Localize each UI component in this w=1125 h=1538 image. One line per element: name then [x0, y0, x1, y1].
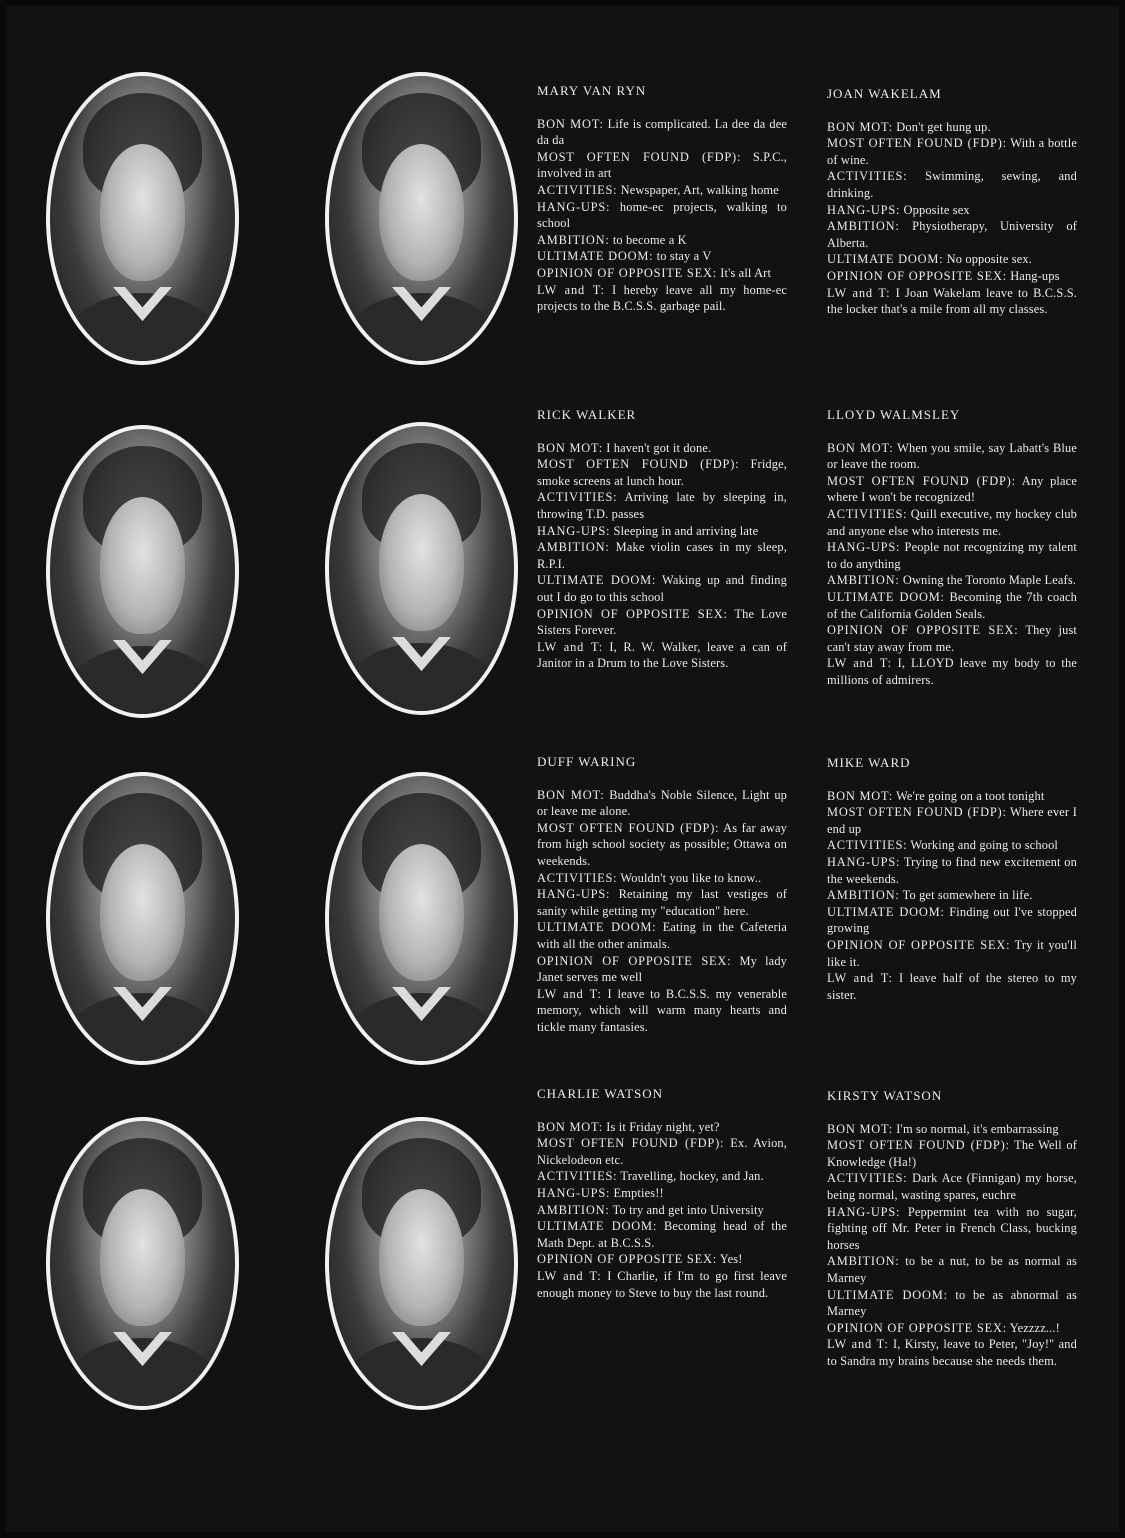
hang-ups: HANG-UPS: Opposite sex [827, 202, 970, 217]
hang-ups: HANG-UPS: Retaining my last vestiges of sanity while getting my "education" here. [537, 887, 788, 918]
bon-mot: BON MOT: I'm so normal, it's embarrassing [827, 1121, 1059, 1136]
opinion-of-opposite-sex: OPINION OF OPPOSITE SEX: Try it you'll like it. [827, 937, 1077, 969]
last-will-and-testament: LW and T: I Charlie, if I'm to go first leave enough money to Steve to buy the last round. [537, 1268, 787, 1300]
activities: ACTIVITIES: Swimming, sewing, and drinking. [827, 169, 1077, 200]
activities: ACTIVITIES: Arriving late by sleeping in, throwing T.D. passes [537, 490, 787, 521]
student-name: MARY VAN RYN [537, 83, 647, 98]
bio-block-mary-van-ryn [537, 83, 787, 315]
student-name: KIRSTY WATSON [827, 1088, 943, 1103]
student-name: DUFF WARING [537, 754, 637, 769]
most-often-found: MOST OFTEN FOUND (FDP): As far away from high school society as possible; Ottawa on weekends. [537, 820, 787, 868]
student-name: JOAN WAKELAM [827, 86, 942, 101]
hang-ups: HANG-UPS: People not recognizing my talent to do anything [827, 540, 1078, 571]
hang-ups: HANG-UPS: home-ec projects, walking to school [537, 199, 787, 231]
ultimate-doom: ULTIMATE DOOM: No opposite sex. [827, 252, 1032, 267]
activities: ACTIVITIES: Wouldn't you like to know.. [537, 870, 762, 885]
portrait-charlie-watson [46, 1117, 239, 1410]
activities: ACTIVITIES: Travelling, hockey, and Jan. [537, 1169, 764, 1184]
last-will-and-testament: LW and T: I leave to B.C.S.S. my venerable memory, which will warm many hearts and tickle many fantasies. [537, 986, 788, 1034]
student-name: LLOYD WALMSLEY [827, 407, 961, 422]
portrait-mary-van-ryn [46, 72, 239, 365]
bon-mot: BON MOT: Don't get hung up. [827, 119, 991, 134]
most-often-found: MOST OFTEN FOUND (FDP): S.P.C., involved in art [537, 149, 787, 181]
ambition: AMBITION: to become a K [537, 232, 687, 247]
bon-mot: BON MOT: I haven't got it done. [537, 440, 712, 455]
bio-block-duff-waring [537, 754, 787, 1036]
activities: ACTIVITIES: Working and going to school [827, 838, 1059, 853]
hang-ups: HANG-UPS: Peppermint tea with no sugar, fighting off Mr. Peter in French Class, bucking horses [827, 1204, 1078, 1252]
bon-mot: BON MOT: When you smile, say Labatt's Blue or leave the room. [827, 440, 1077, 472]
portrait-rick-walker [46, 425, 239, 718]
bon-mot: BON MOT: Is it Friday night, yet? [537, 1119, 720, 1134]
portrait-kirsty-watson [325, 1117, 518, 1410]
ultimate-doom: ULTIMATE DOOM: Finding out I've stopped growing [827, 904, 1078, 936]
last-will-and-testament: LW and T: I, R. W. Walker, leave a can of Janitor in a Drum to the Love Sisters. [537, 639, 788, 671]
most-often-found: MOST OFTEN FOUND (FDP): Any place where I won't be recognized! [827, 473, 1077, 505]
ultimate-doom: ULTIMATE DOOM: to be as abnormal as Marney [827, 1287, 1077, 1319]
last-will-and-testament: LW and T: I leave half of the stereo to my sister. [827, 971, 1077, 1002]
last-will-and-testament: LW and T: I Joan Wakelam leave to B.C.S.S. the locker that's a mile from all my classes. [827, 285, 1078, 317]
last-will-and-testament: LW and T: I, Kirsty, leave to Peter, "Joy!" and to Sandra my brains because she needs them. [827, 1337, 1078, 1368]
most-often-found: MOST OFTEN FOUND (FDP): The Well of Knowledge (Ha!) [827, 1138, 1077, 1169]
bio-block-rick-walker [537, 407, 787, 672]
opinion-of-opposite-sex: OPINION OF OPPOSITE SEX: They just can't stay away from me. [827, 623, 1078, 654]
opinion-of-opposite-sex: OPINION OF OPPOSITE SEX: It's all Art [537, 265, 772, 280]
hang-ups: HANG-UPS: Trying to find new excitement on the weekends. [827, 854, 1077, 886]
most-often-found: MOST OFTEN FOUND (FDP): With a bottle of wine. [827, 136, 1077, 167]
ambition: AMBITION: Owning the Toronto Maple Leafs. [827, 573, 1077, 588]
ultimate-doom: ULTIMATE DOOM: to stay a V [537, 249, 712, 264]
opinion-of-opposite-sex: OPINION OF OPPOSITE SEX: Yes! [537, 1252, 743, 1267]
bio-block-mike-ward [827, 755, 1077, 1003]
opinion-of-opposite-sex: OPINION OF OPPOSITE SEX: Yezzzz...! [827, 1320, 1060, 1335]
portrait-joan-wakelam [325, 72, 518, 365]
bon-mot: BON MOT: Life is complicated. La dee da dee da da [537, 116, 787, 148]
ambition: AMBITION: To try and get into University [537, 1202, 764, 1217]
portrait-lloyd-walmsley [325, 422, 518, 715]
most-often-found: MOST OFTEN FOUND (FDP): Fridge, smoke screens at lunch hour. [537, 457, 787, 488]
last-will-and-testament: LW and T: I, LLOYD leave my body to the millions of admirers. [827, 656, 1077, 687]
last-will-and-testament: LW and T: I hereby leave all my home-ec projects to the B.C.S.S. garbage pail. [537, 282, 788, 314]
activities: ACTIVITIES: Dark Ace (Finnigan) my horse, being normal, wasting spares, euchre [827, 1171, 1077, 1202]
ultimate-doom: ULTIMATE DOOM: Becoming the 7th coach of the California Golden Seals. [827, 589, 1077, 621]
most-often-found: MOST OFTEN FOUND (FDP): Ex. Avion, Nickelodeon etc. [537, 1136, 788, 1167]
opinion-of-opposite-sex: OPINION OF OPPOSITE SEX: The Love Sisters Forever. [537, 606, 787, 638]
student-name: RICK WALKER [537, 407, 637, 422]
student-name: CHARLIE WATSON [537, 1086, 664, 1101]
most-often-found: MOST OFTEN FOUND (FDP): Where ever I end up [827, 805, 1077, 836]
ambition: AMBITION: Make violin cases in my sleep, R.P.I. [537, 540, 787, 571]
bio-block-kirsty-watson [827, 1088, 1077, 1370]
ambition: AMBITION: Physiotherapy, University of Alberta. [827, 219, 1077, 250]
bon-mot: BON MOT: We're going on a toot tonight [827, 788, 1045, 803]
activities: ACTIVITIES: Newspaper, Art, walking home [537, 182, 779, 197]
student-name: MIKE WARD [827, 755, 911, 770]
portrait-duff-waring [46, 772, 239, 1065]
bio-block-joan-wakelam [827, 86, 1077, 318]
bon-mot: BON MOT: Buddha's Noble Silence, Light up or leave me alone. [537, 787, 788, 819]
ambition: AMBITION: to be a nut, to be as normal as Marney [827, 1254, 1077, 1285]
hang-ups: HANG-UPS: Empties!! [537, 1185, 664, 1200]
ultimate-doom: ULTIMATE DOOM: Becoming head of the Math Dept. at B.C.S.S. [537, 1219, 787, 1250]
portrait-mike-ward [325, 772, 518, 1065]
activities: ACTIVITIES: Quill executive, my hockey club and anyone else who interests me. [827, 506, 1078, 538]
ultimate-doom: ULTIMATE DOOM: Eating in the Cafeteria with all the other animals. [537, 920, 787, 951]
opinion-of-opposite-sex: OPINION OF OPPOSITE SEX: Hang-ups [827, 268, 1060, 283]
bio-block-charlie-watson [537, 1086, 787, 1301]
hang-ups: HANG-UPS: Sleeping in and arriving late [537, 523, 759, 538]
opinion-of-opposite-sex: OPINION OF OPPOSITE SEX: My lady Janet serves me well [537, 953, 788, 985]
ultimate-doom: ULTIMATE DOOM: Waking up and finding out I do go to this school [537, 573, 788, 604]
bio-block-lloyd-walmsley [827, 407, 1077, 689]
ambition: AMBITION: To get somewhere in life. [827, 888, 1033, 903]
